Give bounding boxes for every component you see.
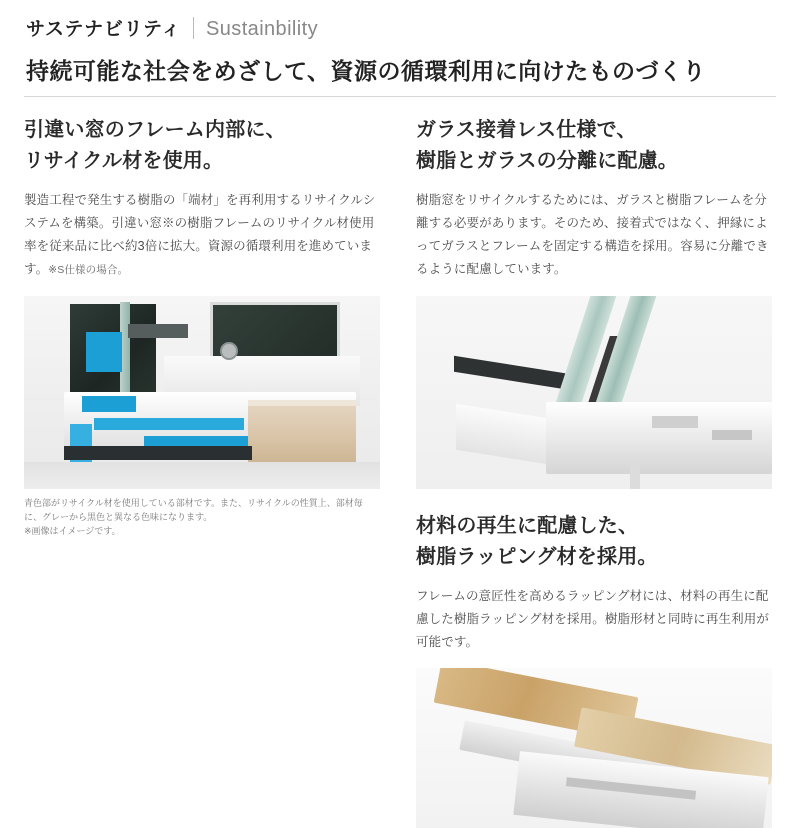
photo-wrapping-boards [416,668,772,828]
photo-recycled-part-b [82,396,136,412]
photo-recycled-part-c [94,418,244,430]
figure-wrapping-boards [416,668,772,828]
figure-glass-resin-profile [416,296,772,489]
section-adhesive-free-glass [416,115,772,489]
photo-profile-notch-a [652,416,698,428]
header-divider [193,17,194,39]
photo-profile-notch-b [712,430,752,440]
section-body: 樹脂窓をリサイクルするためには、ガラスと樹脂フレームを分離する必要があります。そのため、接着式ではなく、押縁によってガラスとフレームを固定する構造を採用。容易に分離できるように配慮しています。 [416,193,769,277]
header-title-jp: サステナビリティ [26,19,182,40]
figure-caption: 青色部がリサイクル材を使用している部材です。また、リサイクルの性質上、部材毎に、グレーから黒色と異なる色味になります。 ※画像はイメージです。 [24,497,363,537]
section-body-text: 製造工程で発生する樹脂の「端材」を再利用するリサイクルシステムを構築。引違い窓※の樹脂フレームのリサイクル材使用率を従来品に比べ約3倍に拡大。資源の循環利用を進めています。 [24,193,376,277]
column-right [416,115,772,828]
photo-wood-panel [248,406,356,462]
column-left [24,115,380,828]
photo-screw [220,342,238,360]
figure-window-frame [24,296,380,539]
section-title: 引違い窓のフレーム内部に、 リサイクル材を使用。 [24,119,286,172]
header-rule [24,96,776,97]
photo-window-frame-cutaway [24,296,380,489]
section-body-note: ※S仕様の場合。 [48,264,129,277]
page-header [24,14,776,41]
photo-dark-strip [64,446,252,460]
photo-recycled-part-e [144,436,250,446]
section-body: フレームの意匠性を高めるラッピング材には、材料の再生に配慮した樹脂ラッピング材を採用。樹脂形材と同時に再生利用が可能です。 [416,588,770,649]
page-headline: 持続可能な社会をめざして、資源の循環利用に向けたものづくり [26,58,706,84]
photo-base [24,462,380,489]
photo-recycled-part-a [86,332,122,372]
photo-profile-leg [630,464,640,489]
section-title: ガラス接着レス仕様で、 樹脂とガラスの分離に配慮。 [416,119,678,172]
photo-glass-resin-profile [416,296,772,489]
photo-gray-block [128,324,188,338]
header-title-en: Sustainbility [206,18,318,40]
section-title: 材料の再生に配慮した、 樹脂ラッピング材を採用。 [416,514,658,568]
section-resin-wrapping [416,511,772,828]
section-body [24,189,380,282]
content-columns [24,115,776,828]
section-recycled-material [24,115,380,539]
